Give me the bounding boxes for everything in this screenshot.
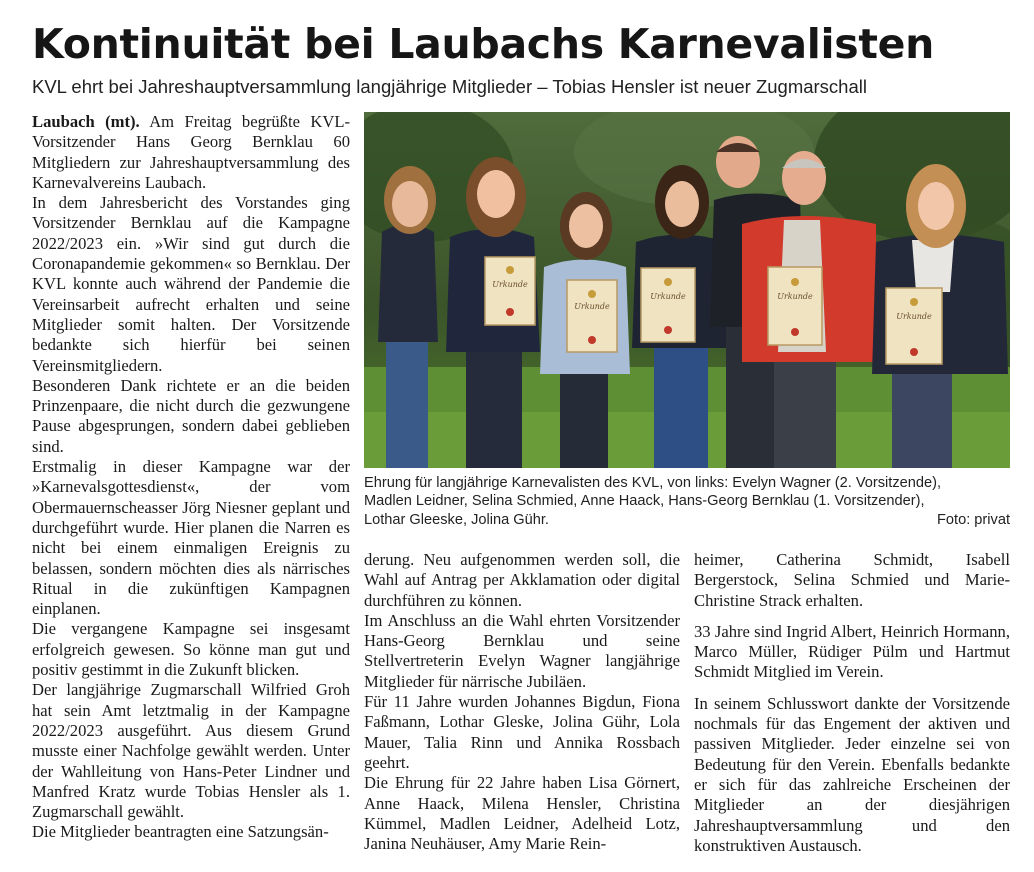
article-paragraph: derung. Neu aufgenommen werden soll, die Wahl auf Antrag per Akklamation oder digital durchführen zu können.	[364, 550, 680, 610]
article-paragraph: In dem Jahresbericht des Vorstandes ging Vorsitzender Bernklau auf die Kampagne 2022/2023 ein. »Wir sind gut durch die Coronapandemie gekommen« so Bernklau. Der KVL konnte auch während der Pandemie die Vereinsarbeit aufrecht erhalten und seine Mitglieder somit halten. Der Vorsitzende bedankte sich hierfür bei seinen Vereinsmitgliedern.	[32, 193, 350, 375]
caption-credit-line	[364, 511, 1010, 529]
certificate-label: Urkunde	[492, 280, 528, 289]
article-subheadline: KVL ehrt bei Jahreshauptversammlung langjährige Mitglieder – Tobias Hensler ist neuer Zugmarschall	[32, 76, 867, 97]
article-paragraph: Im Anschluss an die Wahl ehrten Vorsitzender Hans-Georg Bernklau und seine Stellvertreterin Evelyn Wagner langjährige Mitglieder für närrische Jubiläen.	[364, 610, 680, 691]
paragraph-text: Am Freitag begrüßte KVL-Vorsitzender Hans Georg Bernklau 60 Mitgliedern zur Jahreshauptversammlung des Karnevalvereins Laubach.	[32, 112, 350, 192]
article-paragraph: 33 Jahre sind Ingrid Albert, Heinrich Hormann, Marco Müller, Rüdiger Pülm und Hartmut Schmidt Mitglied im Verein.	[694, 621, 1010, 682]
article-headline: Kontinuität bei Laubachs Karnevalisten	[32, 20, 935, 68]
article-paragraph: Die vergangene Kampagne sei insgesamt erfolgreich gewesen. So könne man gut und positiv gestimmt in die Zukunft blicken.	[32, 619, 350, 680]
article-column-2	[364, 550, 680, 854]
group-photo	[364, 112, 1010, 468]
certificate-label: Urkunde	[777, 292, 813, 301]
article-column-1	[32, 112, 350, 843]
certificate-label: Urkunde	[650, 292, 686, 301]
caption-line: Ehrung für langjährige Karnevalisten des KVL, von links: Evelyn Wagner (2. Vorsitzende),	[364, 475, 942, 491]
article-paragraph	[32, 112, 350, 193]
certificate-label: Urkunde	[574, 302, 610, 311]
certificate-label: Urkunde	[896, 312, 932, 321]
article-paragraph: Besonderen Dank richtete er an die beiden Prinzenpaare, die nicht durch die gezwungene Pause abgesprungen, sondern dabei geblieben sind.	[32, 375, 350, 456]
article-paragraph: heimer, Catherina Schmidt, Isabell Bergerstock, Selina Schmied und Marie-Christine Strack erhalten.	[694, 550, 1010, 610]
photo-credit: Foto: privat	[937, 511, 1010, 528]
caption-line: Lothar Gleeske, Jolina Gühr.	[364, 511, 549, 528]
article-paragraph: Die Mitglieder beantragten eine Satzungsän-	[32, 822, 329, 842]
article-column-3	[694, 550, 1010, 856]
article-paragraph: In seinem Schlusswort dankte der Vorsitzende nochmals für das Engement der aktiven und passiven Mitglieder. Jeder einzelne sei von Bedeutung für den Verein. Ebenfalls bedankte er sich für das zahlreiche Erscheinen der Mitglieder an der diesjährigen Jahreshauptversammlung und den konstruktiven Austausch.	[694, 693, 1010, 855]
article-dateline: Laubach (mt).	[32, 112, 140, 131]
photo-caption	[364, 474, 1010, 529]
caption-line: Madlen Leidner, Selina Schmied, Anne Haack, Hans-Georg Bernklau (1. Vorsitzender),	[364, 493, 925, 510]
article-paragraph: Erstmalig in dieser Kampagne war der »Karnevalsgottesdienst«, der vom Obermauernscheasser Jörg Niesner geplant und durchgeführt wurde. Hier planen die Narren es nicht bei einem einmaligen Ereignis zu belassen, sondern möchten dies als närrisches Ritual in die zukünftigen Kampagnen einplanen.	[32, 457, 350, 619]
article-paragraph: Für 11 Jahre wurden Johannes Bigdun, Fiona Faßmann, Lothar Gleske, Jolina Gühr, Lola Mauer, Talia Rinn und Annika Rossbach geehrt.	[364, 692, 680, 772]
article-paragraph: Der langjährige Zugmarschall Wilfried Groh hat sein Amt letztmalig in der Kampagne 2022/2023 ausgeführt. Aus diesem Grund musste einer Nachfolge gewählt werden. Unter der Wahlleitung von Hans-Peter Lindner und Manfred Kratz wurde Tobias Hensler als 1. Zugmarschall gewählt.	[32, 680, 350, 822]
article-paragraph: Die Ehrung für 22 Jahre haben Lisa Görnert, Anne Haack, Milena Hensler, Christina Kümmel, Madlen Leidner, Adelheid Lotz, Janina Neuhäuser, Amy Marie Rein-	[364, 773, 680, 854]
